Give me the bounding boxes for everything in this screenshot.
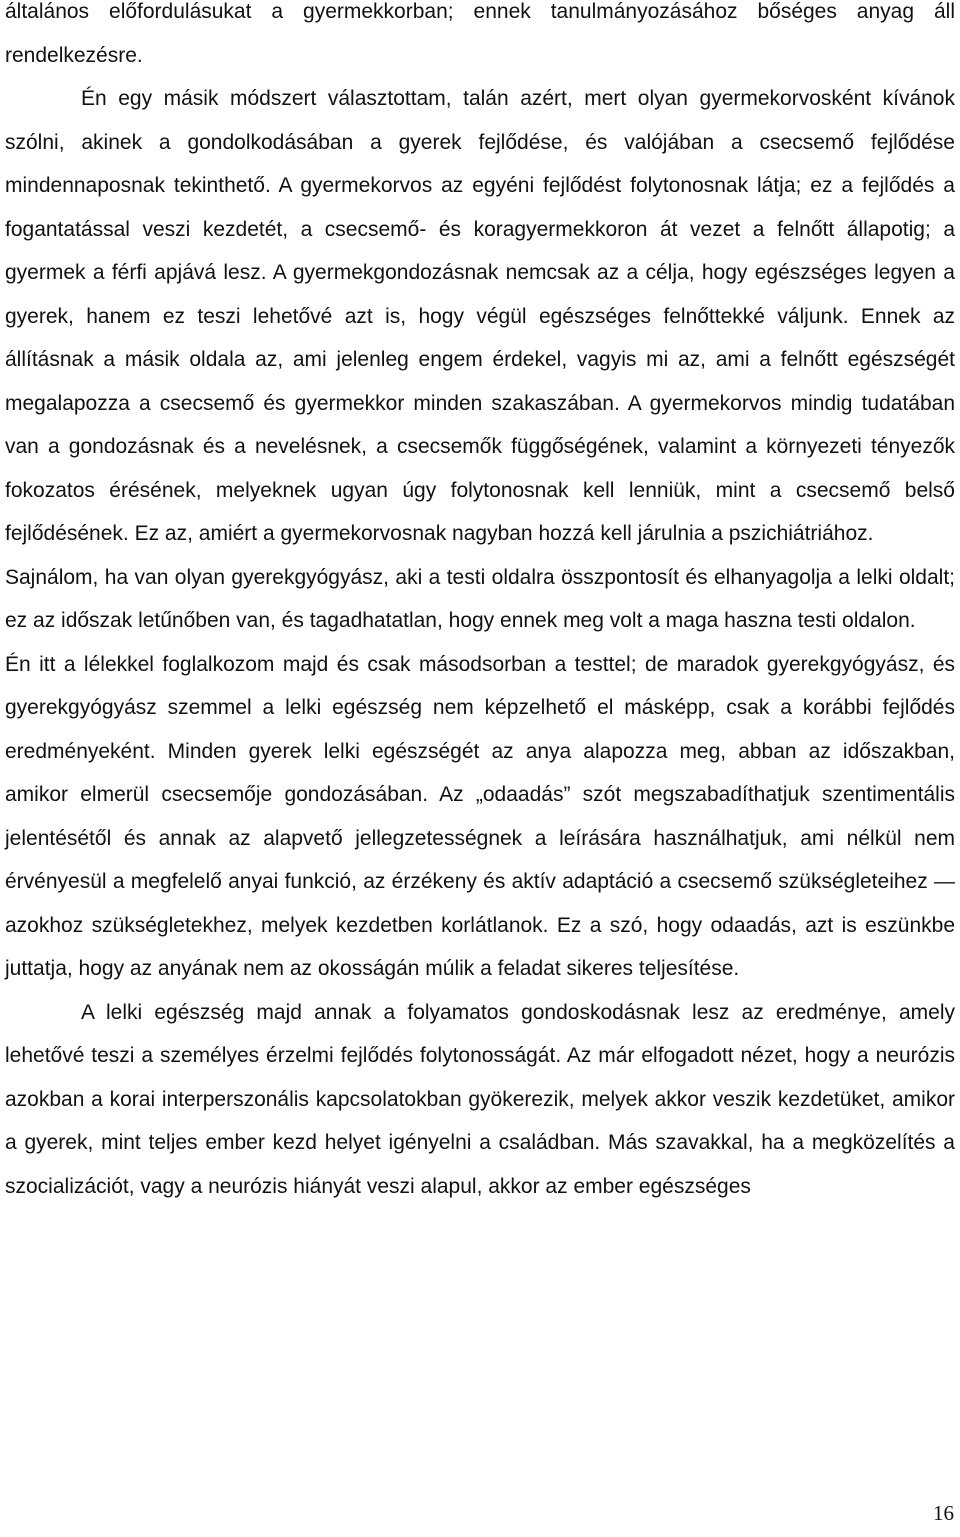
paragraph-3: Sajnálom, ha van olyan gyerekgyógyász, aki a testi oldalra összpontosít és elhanyagolja a lelki oldalt; ez az időszak letűnőben van, és tagadhatatlan, hogy ennek meg volt a maga haszna testi oldalon.	[5, 565, 955, 632]
paragraph-5: A lelki egészség majd annak a folyamatos gondoskodásnak lesz az eredménye, amely lehetővé teszi a személyes érzelmi fejlődés folytonosságát. Az már elfogadott nézet, hogy a neurózis azokban a korai interperszonális kapcsolatokban gyökerezik, melyek akkor veszik kezdetüket, amikor a gyerek, mint teljes ember kezd helyet igényelni a családban. Más szavakkal, ha a megközelítés a szocializációt, vagy a neurózis hiányát veszi alapul, akkor az ember egészséges	[5, 1000, 955, 1198]
paragraph-1: általános előfordulásukat a gyermekkorban; ennek tanulmányozásához bőséges anyag áll rendelkezésre.	[5, 0, 955, 67]
text-body	[5, 0, 955, 1208]
page-number: 16	[933, 1500, 954, 1525]
paragraph-4: Én itt a lélekkel foglalkozom majd és csak másodsorban a testtel; de maradok gyerekgyógyász, és gyerekgyógyász szemmel a lelki egészség nem képzelhető el másképp, csak a korábbi fejlődés eredményeként. Minden gyerek lelki egészségét az anya alapozza meg, abban az időszakban, amikor elmerül csecsemője gondozásában. Az „odaadás” szót megszabadíthatjuk szentimentális jelentésétől és annak az alapvető jellegzetességnek a leírására használhatjuk, ami nélkül nem érvényesül a megfelelő anyai funkció, az érzékeny és aktív adaptáció a csecsemő szükségleteihez — azokhoz szükségletekhez, melyek kezdetben korlátlanok. Ez a szó, hogy odaadás, azt is eszünkbe juttatja, hogy az anyának nem az okosságán múlik a feladat sikeres teljesítése.	[5, 652, 955, 980]
paragraph-2: Én egy másik módszert választottam, talán azért, mert olyan gyermekorvosként kívánok szólni, akinek a gondolkodásában a gyerek fejlődése, és valójában a csecsemő fejlődése mindennaposnak tekinthető. A gyermekorvos az egyéni fejlődést folytonosnak látja; ez a fejlődés a fogantatással veszi kezdetét, a csecsemő- és koragyermekkoron át vezet a felnőtt állapotig; a gyermek a férfi apjává lesz. A gyermekgondozásnak nemcsak az a célja, hogy egészséges legyen a gyerek, hanem ez teszi lehetővé azt is, hogy végül egészséges felnőttekké váljunk. Ennek az állításnak a másik oldala az, ami jelenleg engem érdekel, vagyis mi az, ami a felnőtt egészségét megalapozza a csecsemő és gyermekkor minden szakaszában. A gyermekorvos mindig tudatában van a gondozásnak és a nevelésnek, a csecsemők függőségének, valamint a környezeti tényezők fokozatos érésének, melyeknek ugyan úgy folytonosnak kell lenniük, mint a csecsemő belső fejlődésének. Ez az, amiért a gyermekorvosnak nagyban hozzá kell járulnia a pszichiátriához.	[5, 87, 955, 545]
